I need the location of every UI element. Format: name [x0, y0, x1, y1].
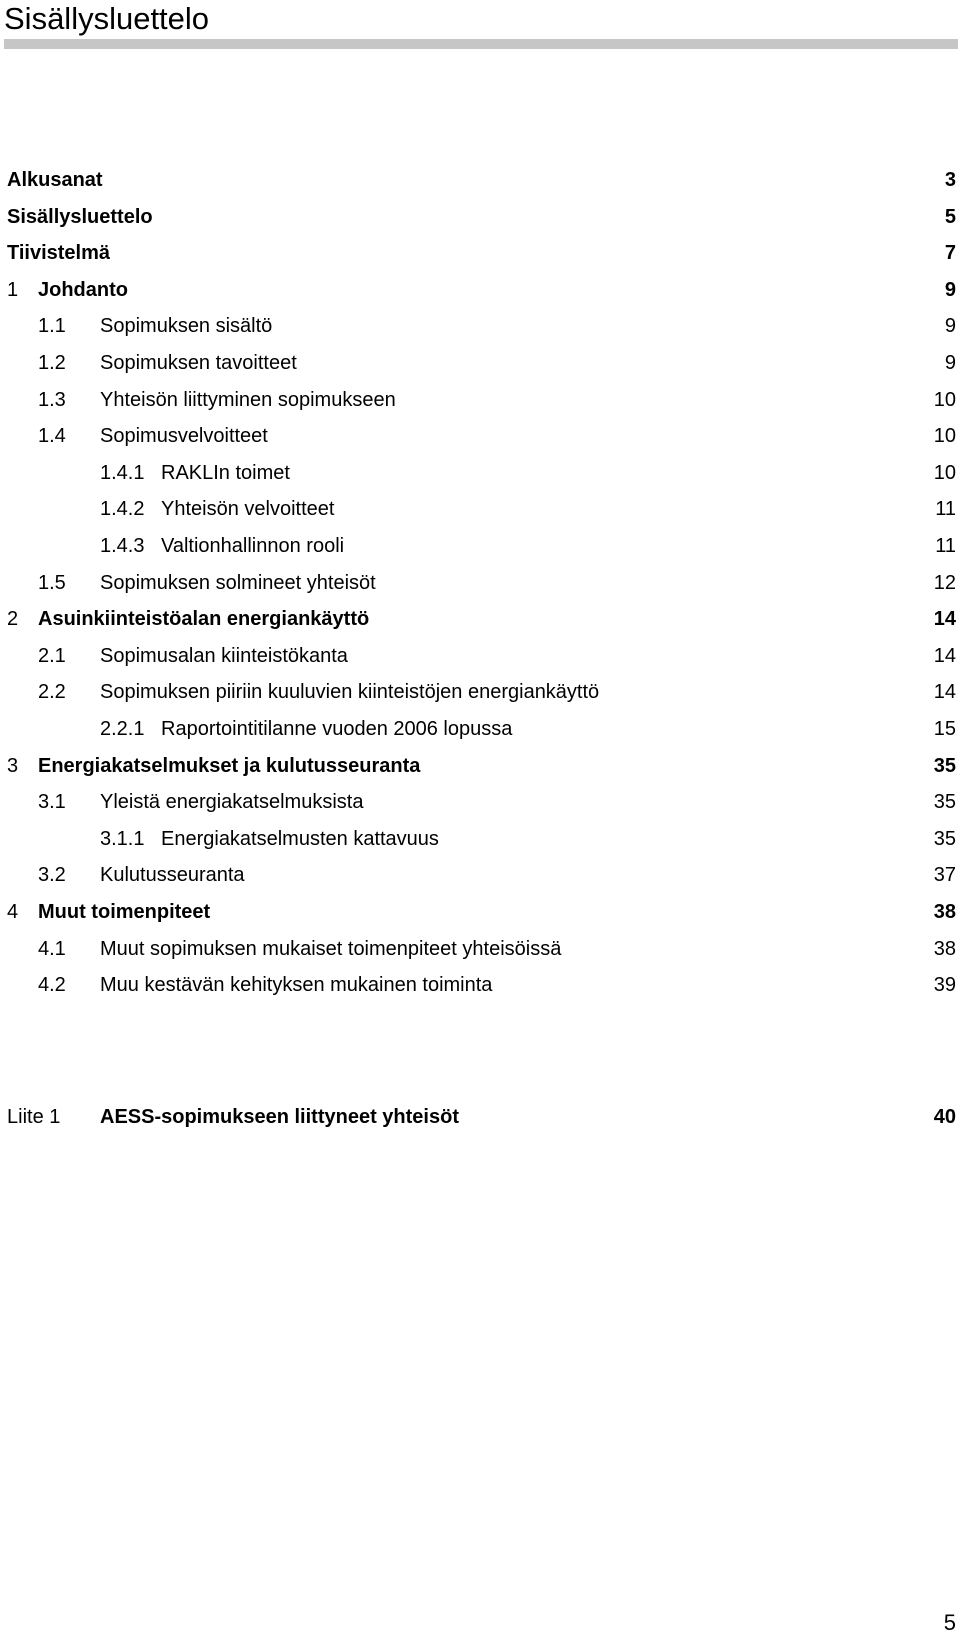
toc-entry-page: 10	[933, 425, 956, 448]
toc-entry-page: 7	[944, 242, 956, 265]
toc-entry-page: 38	[933, 937, 956, 960]
toc-entry-title: Sopimusvelvoitteet	[100, 425, 268, 448]
toc-entry-number: 4.2	[38, 974, 66, 997]
toc-entry-number: 1	[7, 278, 19, 301]
toc-entry-number: 3.2	[38, 864, 66, 887]
title-rule	[4, 39, 958, 49]
toc-entry-number: 4.1	[38, 937, 66, 960]
toc-entry-page: 10	[933, 388, 956, 411]
toc-entry-page: 9	[944, 315, 956, 338]
toc-entry-title: Kulutusseuranta	[100, 864, 245, 887]
toc-entry-page: 11	[935, 498, 956, 521]
toc-entry-number: 2.2	[38, 681, 66, 704]
toc-entry-title: Asuinkiinteistöalan energiankäyttö	[38, 608, 370, 631]
toc-entry-number: 1.4.2	[100, 498, 145, 521]
toc-entry-number: 1.5	[38, 571, 66, 594]
toc-entry-number: 3	[7, 754, 19, 777]
toc-entry[interactable]	[0, 529, 960, 563]
toc-entry[interactable]	[0, 785, 960, 819]
toc-entry-title: Raportointitilanne vuoden 2006 lopussa	[161, 718, 513, 740]
toc-entry-page: 9	[944, 352, 956, 374]
appendix-entry[interactable]	[0, 1100, 960, 1134]
toc-entry-title: Energiakatselmukset ja kulutusseuranta	[38, 754, 421, 777]
toc-entry-title: Alkusanat	[7, 169, 103, 191]
toc-entry-page: 14	[933, 681, 956, 704]
toc-entry[interactable]	[0, 932, 960, 966]
toc-entry-title: Yhteisön liittyminen sopimukseen	[100, 388, 396, 411]
toc-entry-number: 1.4	[38, 425, 66, 448]
toc-entry-number: 2.1	[38, 644, 66, 667]
toc-entry[interactable]	[0, 566, 960, 600]
toc-entry[interactable]	[0, 200, 960, 234]
toc-entry-title: RAKLIn toimet	[161, 461, 290, 484]
toc-entry-number: 1.4.3	[100, 535, 145, 557]
toc-entry[interactable]	[0, 858, 960, 892]
appendix-title: AESS-sopimukseen liittyneet yhteisöt	[100, 1106, 459, 1128]
toc-entry-number: 4	[7, 901, 19, 923]
appendix-page: 40	[933, 1106, 956, 1128]
toc-entry-page: 3	[944, 169, 956, 191]
toc-entry-number: 2	[7, 608, 19, 631]
toc-entry[interactable]	[0, 602, 960, 636]
toc-entry-page: 35	[933, 791, 956, 814]
toc-entry[interactable]	[0, 968, 960, 1002]
toc-entry[interactable]	[0, 163, 960, 197]
toc-entry-number: 1.2	[38, 352, 66, 374]
toc-entry-page: 35	[933, 827, 956, 850]
toc-entry-number: 3.1	[38, 791, 66, 814]
toc-entry-title: Yleistä energiakatselmuksista	[100, 791, 364, 814]
toc-entry[interactable]	[0, 895, 960, 929]
toc-entry[interactable]	[0, 309, 960, 343]
page-title: Sisällysluettelo	[4, 1, 210, 36]
toc-entry[interactable]	[0, 749, 960, 783]
toc-entry[interactable]	[0, 675, 960, 709]
toc-entry[interactable]	[0, 236, 960, 270]
toc-entry-page: 15	[933, 718, 956, 740]
toc-entry-title: Muut toimenpiteet	[38, 901, 211, 923]
toc-entry-title: Tiivistelmä	[7, 242, 111, 265]
toc-entry-number: 2.2.1	[100, 718, 145, 740]
toc-entry[interactable]	[0, 419, 960, 453]
toc-entry-title: Sopimuksen tavoitteet	[100, 352, 297, 374]
toc-entry-title: Sopimuksen sisältö	[100, 315, 273, 338]
toc-entry-title: Johdanto	[38, 278, 128, 301]
toc-entry-page: 37	[933, 864, 956, 887]
toc-entry-number: 1.3	[38, 388, 66, 411]
toc-entry-number: 3.1.1	[100, 827, 145, 850]
toc-entry[interactable]	[0, 383, 960, 417]
toc-entry-page: 35	[933, 754, 956, 777]
page-number: 5	[943, 1610, 956, 1635]
toc-entry-title: Sopimusalan kiinteistökanta	[100, 644, 348, 667]
toc-entry[interactable]	[0, 346, 960, 380]
toc-entry[interactable]	[0, 822, 960, 856]
toc-entry-page: 12	[933, 571, 956, 594]
toc-entry[interactable]	[0, 456, 960, 490]
toc-entry-title: Muut sopimuksen mukaiset toimenpiteet yhteisöissä	[100, 937, 562, 960]
toc-entry-page: 10	[933, 461, 956, 484]
toc-entry-title: Sisällysluettelo	[7, 205, 153, 228]
toc-entry[interactable]	[0, 639, 960, 673]
toc-entry-page: 38	[933, 901, 956, 923]
toc-entry-page: 11	[935, 535, 956, 557]
toc-entry-title: Energiakatselmusten kattavuus	[161, 827, 439, 850]
toc-entry-title: Muu kestävän kehityksen mukainen toiminta	[100, 974, 493, 997]
toc-entry[interactable]	[0, 273, 960, 307]
toc-entry-title: Yhteisön velvoitteet	[161, 498, 335, 521]
toc-entry-number: 1.4.1	[100, 461, 145, 484]
toc-entry-title: Sopimuksen solmineet yhteisöt	[100, 571, 376, 594]
toc-entry-page: 5	[944, 205, 956, 228]
toc-entry-number: 1.1	[38, 315, 66, 338]
toc-entry-page: 14	[933, 608, 956, 631]
toc-entry-title: Sopimuksen piiriin kuuluvien kiinteistöjen energiankäyttö	[100, 681, 600, 704]
toc-entry-page: 9	[944, 278, 956, 301]
toc-entry-title: Valtionhallinnon rooli	[161, 535, 345, 557]
toc-entry[interactable]	[0, 712, 960, 746]
toc-entry[interactable]	[0, 492, 960, 526]
appendix-label: Liite 1	[7, 1106, 61, 1128]
toc-entry-page: 14	[933, 644, 956, 667]
toc-entry-page: 39	[933, 974, 956, 997]
